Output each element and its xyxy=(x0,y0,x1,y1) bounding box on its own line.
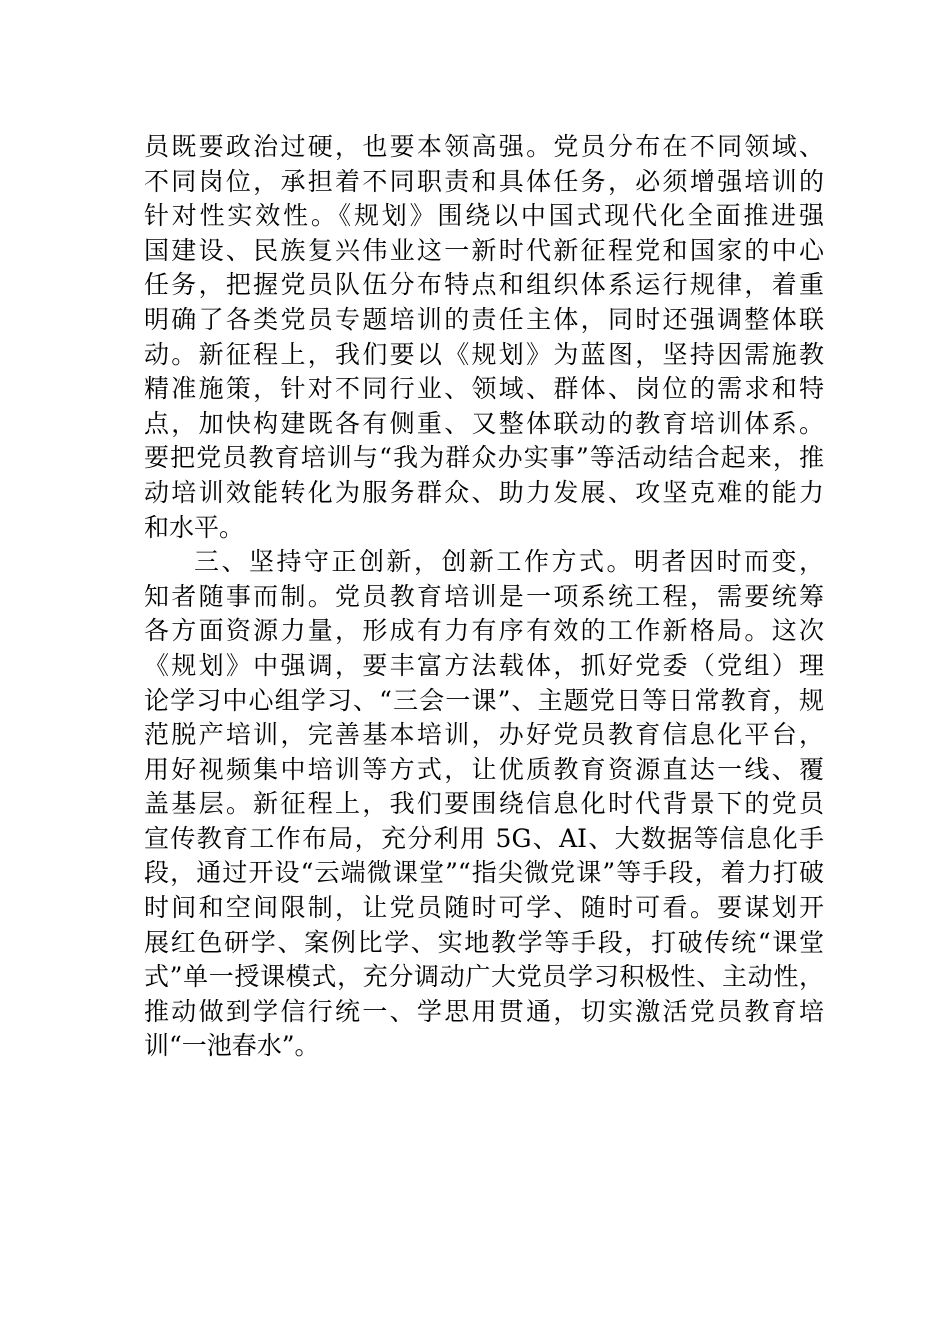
paragraph-line: 时间和空间限制，让党员随时可学、随时可看。要谋划开 xyxy=(144,893,824,923)
paragraph-line: 国建设、民族复兴伟业这一新时代新征程党和国家的中心 xyxy=(144,235,824,265)
paragraph-line: 各方面资源力量，形成有力有序有效的工作新格局。这次 xyxy=(144,616,824,646)
paragraph-line: 展红色研学、案例比学、实地教学等手段，打破传统“课堂 xyxy=(144,927,824,957)
paragraph-line: 盖基层。新征程上，我们要围绕信息化时代背景下的党员 xyxy=(144,789,824,819)
document-body xyxy=(144,130,824,1064)
paragraph-line: 论学习中心组学习、“三会一课”、主题党日等日常教育，规 xyxy=(144,685,824,715)
paragraph-line: 要把党员教育培训与“我为群众办实事”等活动结合起来，推 xyxy=(144,443,824,473)
paragraph-line: 针对性实效性。《规划》围绕以中国式现代化全面推进强 xyxy=(144,201,824,231)
paragraph-line: 知者随事而制。党员教育培训是一项系统工程，需要统筹 xyxy=(144,581,824,611)
paragraph-2 xyxy=(144,545,824,1064)
paragraph-line: 动。新征程上，我们要以《规划》为蓝图，坚持因需施教 xyxy=(144,339,824,369)
paragraph-line: 不同岗位，承担着不同职责和具体任务，必须增强培训的 xyxy=(144,166,824,196)
paragraph-1 xyxy=(144,130,824,545)
paragraph-line: 式”单一授课模式，充分调动广大党员学习积极性、主动性， xyxy=(144,962,824,992)
paragraph-line: 动培训效能转化为服务群众、助力发展、攻坚克难的能力 xyxy=(144,477,824,507)
paragraph-line: 段，通过开设“云端微课堂”“指尖微党课”等手段，着力打破 xyxy=(144,858,824,888)
paragraph-line: 《规划》中强调，要丰富方法载体，抓好党委（党组）理 xyxy=(144,650,824,680)
paragraph-line: 明确了各类党员专题培训的责任主体，同时还强调整体联 xyxy=(144,304,824,334)
paragraph-line: 推动做到学信行统一、学思用贯通，切实激活党员教育培 xyxy=(144,996,824,1026)
paragraph-line: 范脱产培训，完善基本培训，办好党员教育信息化平台， xyxy=(144,720,824,750)
paragraph-line: 员既要政治过硬，也要本领高强。党员分布在不同领域、 xyxy=(144,132,824,161)
paragraph-line: 和水平。 xyxy=(144,512,245,542)
paragraph-line: 任务，把握党员队伍分布特点和组织体系运行规律，着重 xyxy=(144,270,824,300)
paragraph-line: 点，加快构建既各有侧重、又整体联动的教育培训体系。 xyxy=(144,408,824,438)
paragraph-line: 宣传教育工作布局，充分利用 5G、AI、大数据等信息化手 xyxy=(144,823,824,853)
paragraph-line: 训“一池春水”。 xyxy=(144,1031,320,1061)
section-heading-line: 三、坚持守正创新，创新工作方式。明者因时而变， xyxy=(194,547,824,577)
paragraph-line: 用好视频集中培训等方式，让优质教育资源直达一线、覆 xyxy=(144,754,824,784)
paragraph-line: 精准施策，针对不同行业、领域、群体、岗位的需求和特 xyxy=(144,374,824,404)
